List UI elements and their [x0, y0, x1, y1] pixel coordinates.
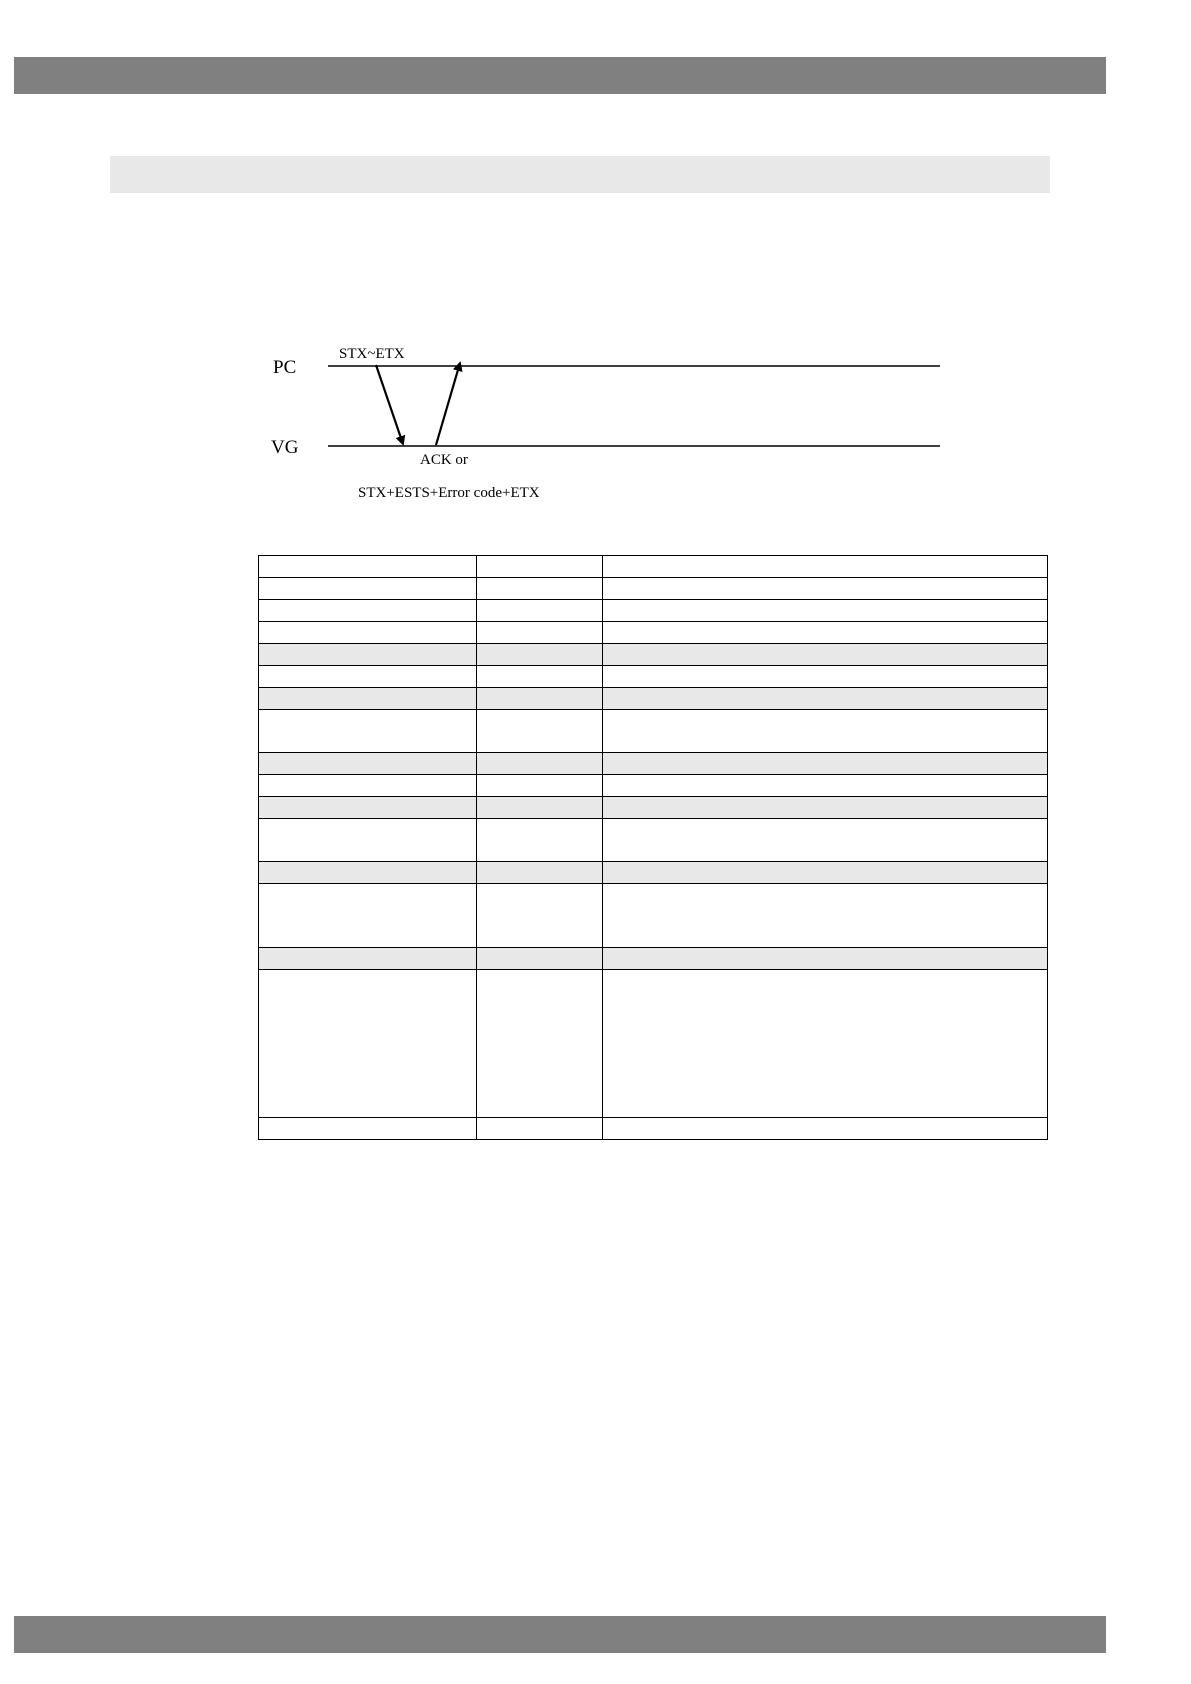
description-cell — [603, 710, 1048, 753]
command-cell — [259, 775, 477, 797]
table-row — [259, 775, 1048, 797]
code-cell — [477, 819, 603, 862]
command-cell — [259, 666, 477, 688]
table-row — [259, 862, 1048, 884]
description-cell — [603, 578, 1048, 600]
description-cell — [603, 622, 1048, 644]
description-cell — [603, 688, 1048, 710]
table-row — [259, 710, 1048, 753]
table-row — [259, 753, 1048, 775]
command-cell — [259, 688, 477, 710]
code-cell — [477, 710, 603, 753]
table-row — [259, 948, 1048, 970]
command-cell — [259, 819, 477, 862]
command-table — [258, 555, 1048, 1140]
description-cell — [603, 819, 1048, 862]
table-row — [259, 666, 1048, 688]
table-row — [259, 970, 1048, 1118]
command-cell — [259, 644, 477, 666]
code-cell — [477, 622, 603, 644]
description-cell — [603, 775, 1048, 797]
table-row — [259, 578, 1048, 600]
table-row — [259, 600, 1048, 622]
command-cell — [259, 578, 477, 600]
command-cell — [259, 710, 477, 753]
command-cell — [259, 622, 477, 644]
description-cell — [603, 884, 1048, 948]
command-cell — [259, 970, 477, 1118]
command-cell — [259, 600, 477, 622]
description-cell — [603, 862, 1048, 884]
description-cell — [603, 753, 1048, 775]
command-cell — [259, 1118, 477, 1140]
description-cell — [603, 600, 1048, 622]
description-cell — [603, 948, 1048, 970]
code-cell — [477, 862, 603, 884]
command-cell — [259, 797, 477, 819]
table-row — [259, 688, 1048, 710]
description-cell — [603, 644, 1048, 666]
table-row — [259, 884, 1048, 948]
code-cell — [477, 884, 603, 948]
code-cell — [477, 1118, 603, 1140]
command-cell — [259, 862, 477, 884]
table-row — [259, 556, 1048, 578]
footer-bar — [14, 1616, 1106, 1653]
description-cell — [603, 666, 1048, 688]
code-cell — [477, 948, 603, 970]
table-row — [259, 797, 1048, 819]
table-row — [259, 1118, 1048, 1140]
code-cell — [477, 600, 603, 622]
code-cell — [477, 644, 603, 666]
command-cell — [259, 884, 477, 948]
table-row — [259, 644, 1048, 666]
vg-label: VG — [271, 437, 299, 458]
code-cell — [477, 688, 603, 710]
command-cell — [259, 948, 477, 970]
send-label: STX~ETX — [339, 346, 405, 362]
description-cell — [603, 1118, 1048, 1140]
send-arrow — [376, 365, 403, 444]
command-cell — [259, 753, 477, 775]
code-cell — [477, 775, 603, 797]
table-row — [259, 819, 1048, 862]
code-cell — [477, 556, 603, 578]
description-cell — [603, 970, 1048, 1118]
communication-sequence-diagram — [0, 0, 1191, 520]
command-cell — [259, 556, 477, 578]
reply-label-line1: ACK or — [420, 452, 468, 468]
reply-label-line2: STX+ESTS+Error code+ETX — [358, 485, 540, 501]
description-cell — [603, 556, 1048, 578]
reply-arrow — [436, 363, 460, 445]
pc-label: PC — [273, 357, 297, 378]
code-cell — [477, 970, 603, 1118]
code-cell — [477, 753, 603, 775]
code-cell — [477, 797, 603, 819]
description-cell — [603, 797, 1048, 819]
code-cell — [477, 666, 603, 688]
code-cell — [477, 578, 603, 600]
table-row — [259, 622, 1048, 644]
